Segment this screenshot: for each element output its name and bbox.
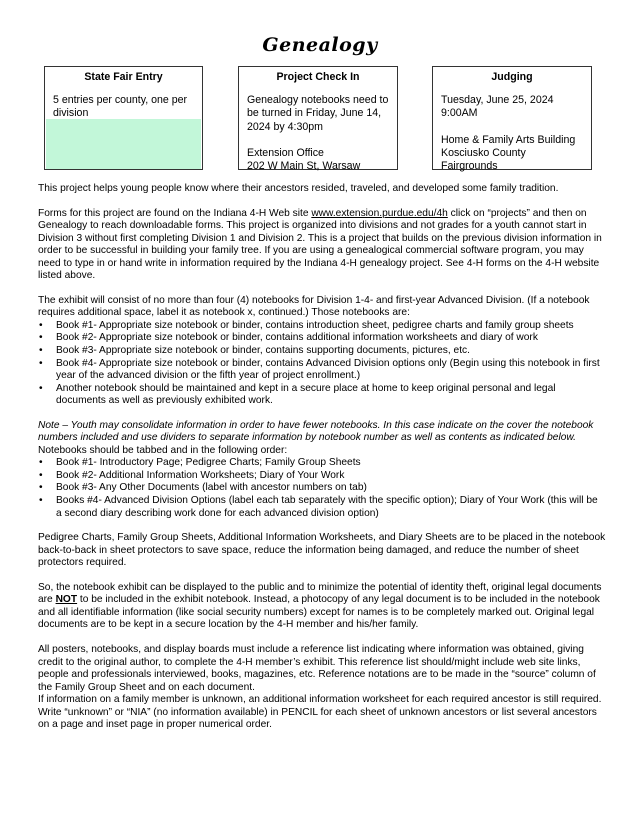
list-item: • Book #1- Appropriate size notebook or binder, contains introduction sheet, pedigree charts and family group sheets xyxy=(38,320,606,333)
highlight-block xyxy=(46,119,201,169)
tabbed-list xyxy=(38,457,606,520)
box-heading: Project Check In xyxy=(276,71,360,83)
reference-paragraph: All posters, notebooks, and display boards must include a reference list indicating where information was obtained, giving credit to the original author, to complete the 4-H member’s exhibit. This reference list should/might include web site links, people and professionals interviewed, books, magazines, etc. Reference notations are to be made in the “source” column of the Family Group Sheet and on each document. xyxy=(38,643,596,693)
box-heading: Judging xyxy=(491,71,533,83)
check-in-deadline: Genealogy notebooks need to be turned in Friday, June 14, 2024 by 4:30pm xyxy=(247,94,389,133)
list-item: • Book #2- Additional Information Worksheets; Diary of Your Work xyxy=(38,470,606,483)
legal-text-start: So, the notebook exhibit can be displayed to the public and to minimize the potential of identity theft, original legal documents are xyxy=(38,581,602,606)
forms-text-start: Forms for this project are found on the Indiana 4-H Web site xyxy=(38,207,312,219)
judging-building: Home & Family Arts Building xyxy=(441,133,576,146)
judging-venue: Kosciusko County Fairgrounds xyxy=(441,146,526,173)
tabbed-intro: Notebooks should be tabbed and in the following order: xyxy=(38,444,288,456)
exhibit-intro: The exhibit will consist of no more than four (4) notebooks for Division 1-4- and first-year Advanced Division. (If a notebook requires additional space, label it as notebook x, continued.) Those notebooks are: xyxy=(38,294,590,319)
exhibit-list xyxy=(38,320,606,408)
extension-link[interactable]: www.extension.purdue.edu/4h xyxy=(311,207,448,219)
judging-box xyxy=(432,66,592,173)
protectors-paragraph: Pedigree Charts, Family Group Sheets, Additional Information Worksheets, and Diary Sheets are to be placed in the notebook back-to-back in sheet protectors to save space, reduce the information being damaged, and reduce the number of sheet protectors required. xyxy=(38,532,606,569)
list-item: • Book #1- Introductory Page; Pedigree Charts; Family Group Sheets xyxy=(38,457,606,470)
list-item: • Book #3- Any Other Documents (label with ancestor numbers on tab) xyxy=(38,482,606,495)
legal-paragraph xyxy=(38,582,606,632)
judging-time: 9:00AM xyxy=(441,107,478,120)
forms-text-end: click on “projects” and then on Genealogy to reach downloadable forms. This project is organized into divisions and not grades for a youth cannot start in Division 3 without first completing Division 1 and Division 2. This is a project that builds on the previous division information in order to be successful in building your family tree. If you are using a genealogical commercial software program, you may need to type in or hand write in information required by the Indiana 4-H genealogy project. See 4-H forms on the 4-H website listed above. xyxy=(38,207,602,282)
list-item: • Book #3- Appropriate size notebook or binder, contains supporting documents, pictures, etc. xyxy=(38,345,606,358)
box-heading: State Fair Entry xyxy=(84,71,163,83)
forms-paragraph xyxy=(38,208,606,283)
list-item: • Book #4- Appropriate size notebook or binder, contains Advanced Division options only (Begin using this notebook in first year of the advanced division or the fifth year of project enrollment.) xyxy=(38,358,606,383)
box-text: 5 entries per county, one per division xyxy=(53,94,188,120)
check-in-address: 202 W Main St, Warsaw xyxy=(247,160,361,173)
list-item: • Books #4- Advanced Division Options (label each tab separately with the specific option); Diary of Your Work (this will be a second diary describing work done for each advanced division option) xyxy=(38,495,606,520)
not-emphasis: NOT xyxy=(55,594,78,606)
legal-text-end: to be included in the exhibit notebook. Instead, a photocopy of any legal document is to be included in the notebook and all identifiable information (like social security numbers) except for names is to be completely marked out. Original legal documents are to be kept in a secure location by the 4-H member and his/her family. xyxy=(38,594,600,631)
intro-paragraph: This project helps young people know where their ancestors resided, traveled, and developed some family tradition. xyxy=(38,183,559,194)
list-item: • Book #2- Appropriate size notebook or binder, contains additional information worksheets and diary of work xyxy=(38,332,606,345)
project-check-in-box xyxy=(238,66,398,173)
note-paragraph: Note – Youth may consolidate information in order to have fewer notebooks. In this case indicate on the cover the notebook numbers included and use dividers to separate information by notebook number as well as contents as indicated below. xyxy=(38,419,594,444)
check-in-location: Extension Office xyxy=(247,146,324,159)
judging-date: Tuesday, June 25, 2024 xyxy=(441,94,554,107)
state-fair-entry-box xyxy=(44,66,203,170)
list-item: • Another notebook should be maintained and kept in a secure place at home to keep original personal and legal documents as well as previously exhibited work. xyxy=(38,383,606,408)
document-body xyxy=(38,183,606,732)
unknown-paragraph: If information on a family member is unknown, an additional information worksheet for each required ancestor is still required. Write “unknown” or “NIA” (no information available) in PENCIL for each sheet of unknown ancestors or list several ancestors on a page and inset page in proper numerical order. xyxy=(38,694,602,731)
page-title: Genealogy xyxy=(262,34,378,56)
